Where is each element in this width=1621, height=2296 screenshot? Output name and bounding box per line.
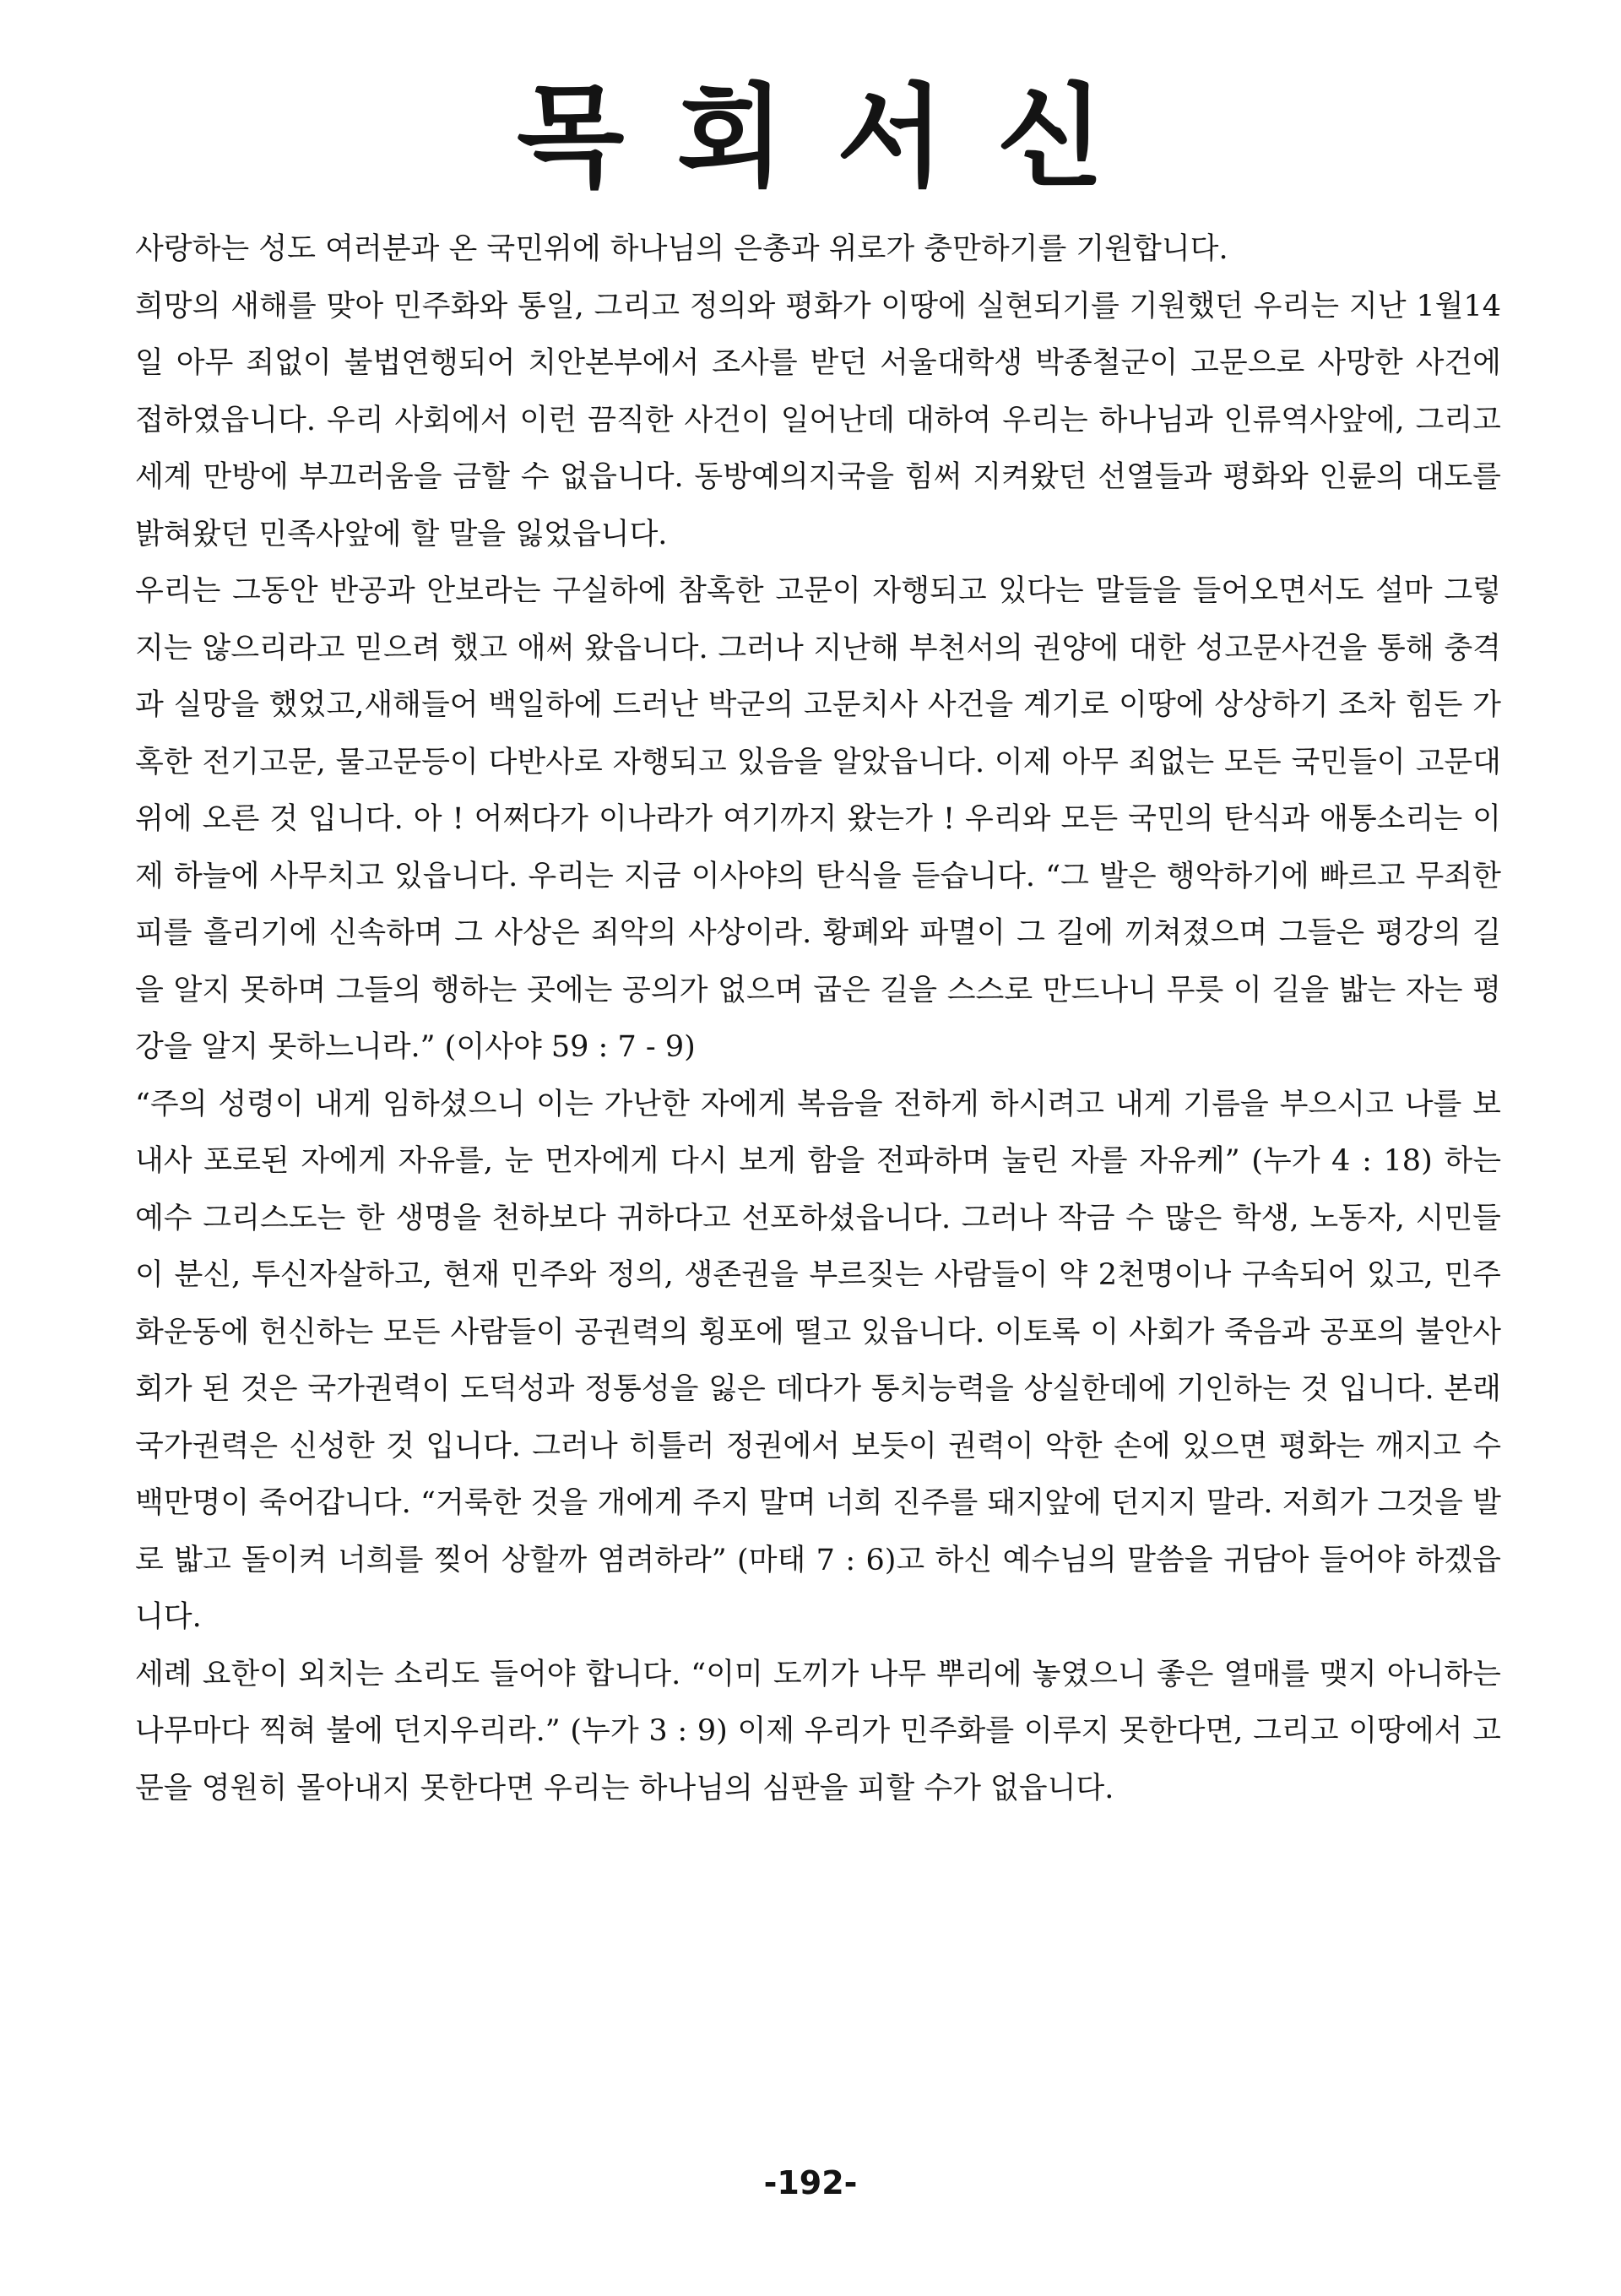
paragraph-judgment: 세례 요한이 외치는 소리도 들어야 합니다. “이미 도끼가 나무 뿌리에 놓였으니 좋은 열매를 맺지 아니하는 나무마다 찍혀 불에 던지우리라.” (누가 3 : 9) 이제 우리가 민주화를 이루지 못한다면, 그리고 이땅에서 고문을 영원히 몰아내지 못한다면 우리는 하나님의 심판을 피할 수가 없읍니다.	[135, 1657, 1501, 1805]
paragraph-torture: 우리는 그동안 반공과 안보라는 구실하에 참혹한 고문이 자행되고 있다는 말들을 들어오면서도 설마 그렇지는 않으리라고 믿으려 했고 애써 왔읍니다. 그러나 지난해 부천서의 권양에 대한 성고문사건을 통해 충격과 실망을 했었고,새해들어 백일하에 드러난 박군의 고문치사 사건을 계기로 이땅에 상상하기 조차 힘든 가혹한 전기고문, 물고문등이 다반사로 자행되고 있음을 알았읍니다. 이제 아무 죄없는 모든 국민들이 고문대위에 오른 것 입니다. 아 ! 어쩌다가 이나라가 여기까지 왔는가 ! 우리와 모든 국민의 탄식과 애통소리는 이제 하늘에 사무치고 있읍니다. 우리는 지금 이사야의 탄식을 듣습니다. “그 발은 행악하기에 빠르고 무죄한 피를 흘리기에 신속하며 그 사상은 죄악의 사상이라. 황폐와 파멸이 그 길에 끼쳐졌으며 그들은 평강의 길을 알지 못하며 그들의 행하는 곳에는 공의가 없으며 굽은 길을 스스로 만드나니 무릇 이 길을 밟는 자는 평강을 알지 못하느니라.” (이사야 59 : 7 - 9)	[135, 574, 1501, 1064]
paragraph-greeting: 사랑하는 성도 여러분과 온 국민위에 하나님의 은총과 위로가 충만하기를 기원합니다.	[135, 232, 1228, 266]
paragraph-incident: 희망의 새해를 맞아 민주화와 통일, 그리고 정의와 평화가 이땅에 실현되기를 기원했던 우리는 지난 1월14일 아무 죄없이 불법연행되어 치안본부에서 조사를 받던 서울대학생 박종철군이 고문으로 사망한 사건에 접하였읍니다. 우리 사회에서 이런 끔직한 사건이 일어난데 대하여 우리는 하나님과 인류역사앞에, 그리고 세계 만방에 부끄러움을 금할 수 없읍니다. 동방예의지국을 힘써 지켜왔던 선열들과 평화와 인륜의 대도를 밝혀왔던 민족사앞에 할 말을 잃었읍니다.	[135, 289, 1501, 551]
body-text	[135, 221, 1501, 1817]
paragraph-gospel: “주의 성령이 내게 임하셨으니 이는 가난한 자에게 복음을 전하게 하시려고 내게 기름을 부으시고 나를 보내사 포로된 자에게 자유를, 눈 먼자에게 다시 보게 함을 전파하며 눌린 자를 자유케” (누가 4 : 18) 하는 예수 그리스도는 한 생명을 천하보다 귀하다고 선포하셨읍니다. 그러나 작금 수 많은 학생, 노동자, 시민들이 분신, 투신자살하고, 현재 민주와 정의, 생존권을 부르짖는 사람들이 약 2천명이나 구속되어 있고, 민주화운동에 헌신하는 모든 사람들이 공권력의 횡포에 떨고 있읍니다. 이토록 이 사회가 죽음과 공포의 불안사회가 된 것은 국가권력이 도덕성과 정통성을 잃은 데다가 통치능력을 상실한데에 기인하는 것 입니다. 본래 국가권력은 신성한 것 입니다. 그러나 히틀러 정권에서 보듯이 권력이 악한 손에 있으면 평화는 깨지고 수백만명이 죽어갑니다. “거룩한 것을 개에게 주지 말며 너희 진주를 돼지앞에 던지지 말라. 저희가 그것을 발로 밟고 돌이켜 너희를 찢어 상할까 염려하라” (마태 7 : 6)고 하신 예수님의 말씀을 귀담아 들어야 하겠읍니다.	[135, 1087, 1501, 1634]
page-title: 목회서신	[516, 73, 1157, 203]
page-number: -192-	[763, 2164, 858, 2201]
